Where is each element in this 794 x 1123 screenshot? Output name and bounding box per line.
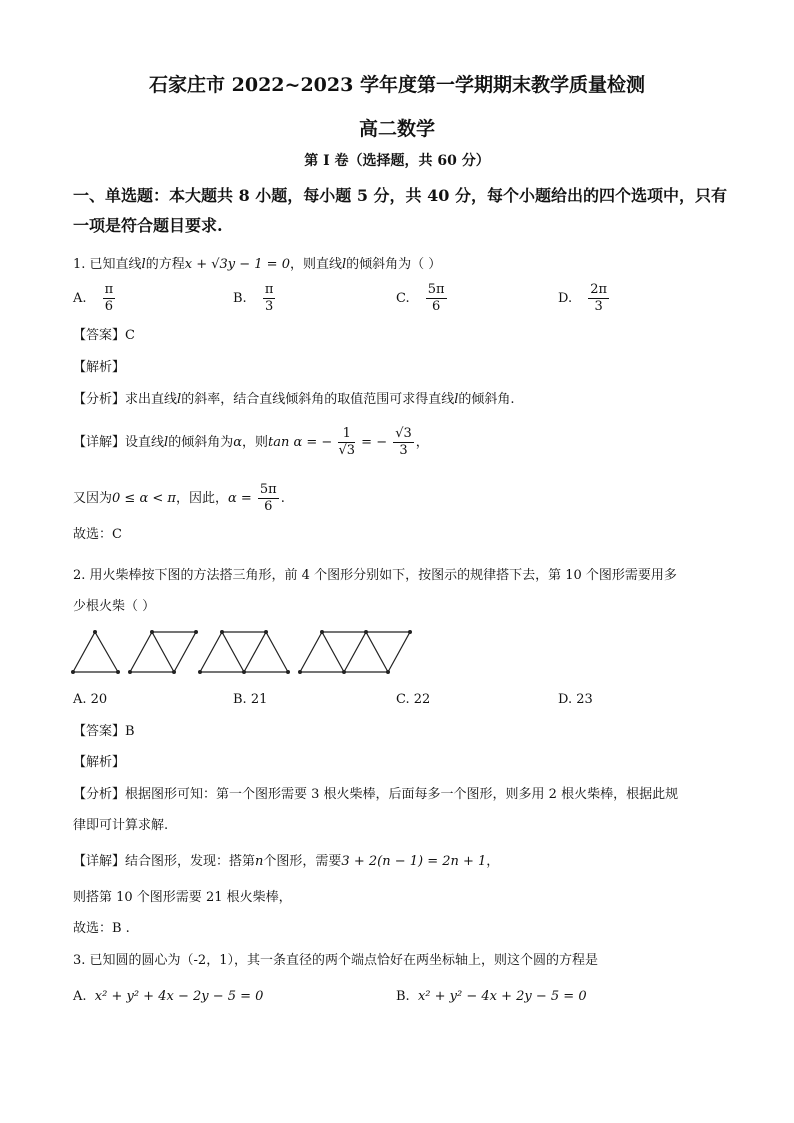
q1-option-d: D. $\frac{2\pi}{3}$ [558, 282, 608, 314]
q1-choose: 故选：C [73, 527, 122, 542]
q3-option-b: B. x² + y² − 4x + 2y − 5 = 0 [396, 989, 587, 1004]
subject-title: 高二数学 [358, 118, 435, 140]
q1-analysis-tag: 【解析】 [73, 360, 126, 375]
exam-title: 石家庄市 2022~2023 学年度第一学期期末教学质量检测 [149, 74, 645, 96]
q1-option-c: C. $\frac{5\pi}{6}$ [396, 282, 445, 314]
q2-analysis-tag: 【解析】 [73, 755, 126, 770]
q1-since: 又因为0 ≤ α < π，因此，α = $\frac{5\pi}{6}$ . [73, 482, 285, 514]
question-1-stem: 1. 已知直线l的方程x + √3y − 1 = 0，则直线l的倾斜角为（ ） [73, 257, 442, 272]
q1-option-a: A. $\frac{\pi}{6}$ [73, 282, 114, 314]
q2-answer: 【答案】B [73, 724, 135, 739]
figure-3 [200, 632, 288, 672]
q1-fenxi: 【分析】求出直线l的斜率，结合直线倾斜角的取值范围可求得直线l的倾斜角. [73, 392, 515, 407]
q3-option-a: A. x² + y² + 4x − 2y − 5 = 0 [73, 989, 264, 1004]
q2-option-b: B. 21 [233, 692, 268, 707]
question-3-stem: 3. 已知圆的圆心为（-2，1），其一条直径的两个端点恰好在两坐标轴上，则这个圆的方程是 [73, 953, 598, 968]
figure-2 [130, 632, 196, 672]
q2-option-a: A. 20 [73, 692, 108, 707]
matchstick-triangle-figures [68, 626, 418, 678]
q1-detail: 【详解】设直线l的倾斜角为α，则tan α = − $\frac{1}{√3}$ = − $\frac{√3}{3}$ ， [73, 426, 429, 458]
volume-title: 第 I 卷（选择题，共 60 分） [304, 153, 490, 169]
figure-4 [300, 632, 410, 672]
q2-detail: 【详解】结合图形，发现：搭第n个图形，需要3 + 2(n − 1) = 2n + 1， [73, 854, 500, 869]
q2-fenxi-line2: 律即可计算求解. [73, 818, 169, 833]
section-heading-line1: 一、单选题：本大题共 8 小题，每小题 5 分，共 40 分，每个小题给出的四个选项中，只有 [73, 186, 727, 205]
q2-detail-line2: 则搭第 10 个图形需要 21 根火柴棒， [73, 890, 292, 905]
q1-answer: 【答案】C [73, 328, 135, 343]
figure-1 [73, 632, 118, 672]
question-2-stem-line1: 2. 用火柴棒按下图的方法搭三角形，前 4 个图形分别如下，按图示的规律搭下去，第 10 个图形需要用多 [73, 568, 677, 583]
q2-option-c: C. 22 [396, 692, 431, 707]
equation: x + √3y − 1 = 0 [184, 257, 290, 272]
question-2-stem-line2: 少根火柴（ ） [73, 599, 156, 614]
q1-option-b: B. $\frac{\pi}{3}$ [233, 282, 274, 314]
q2-option-d: D. 23 [558, 692, 593, 707]
q2-choose: 故选：B . [73, 921, 130, 936]
q2-fenxi-line1: 【分析】根据图形可知：第一个图形需要 3 根火柴棒，后面每多一个图形，则多用 2 根火柴棒，根据此规 [73, 787, 679, 802]
section-heading-line2: 一项是符合题目要求. [73, 216, 223, 235]
